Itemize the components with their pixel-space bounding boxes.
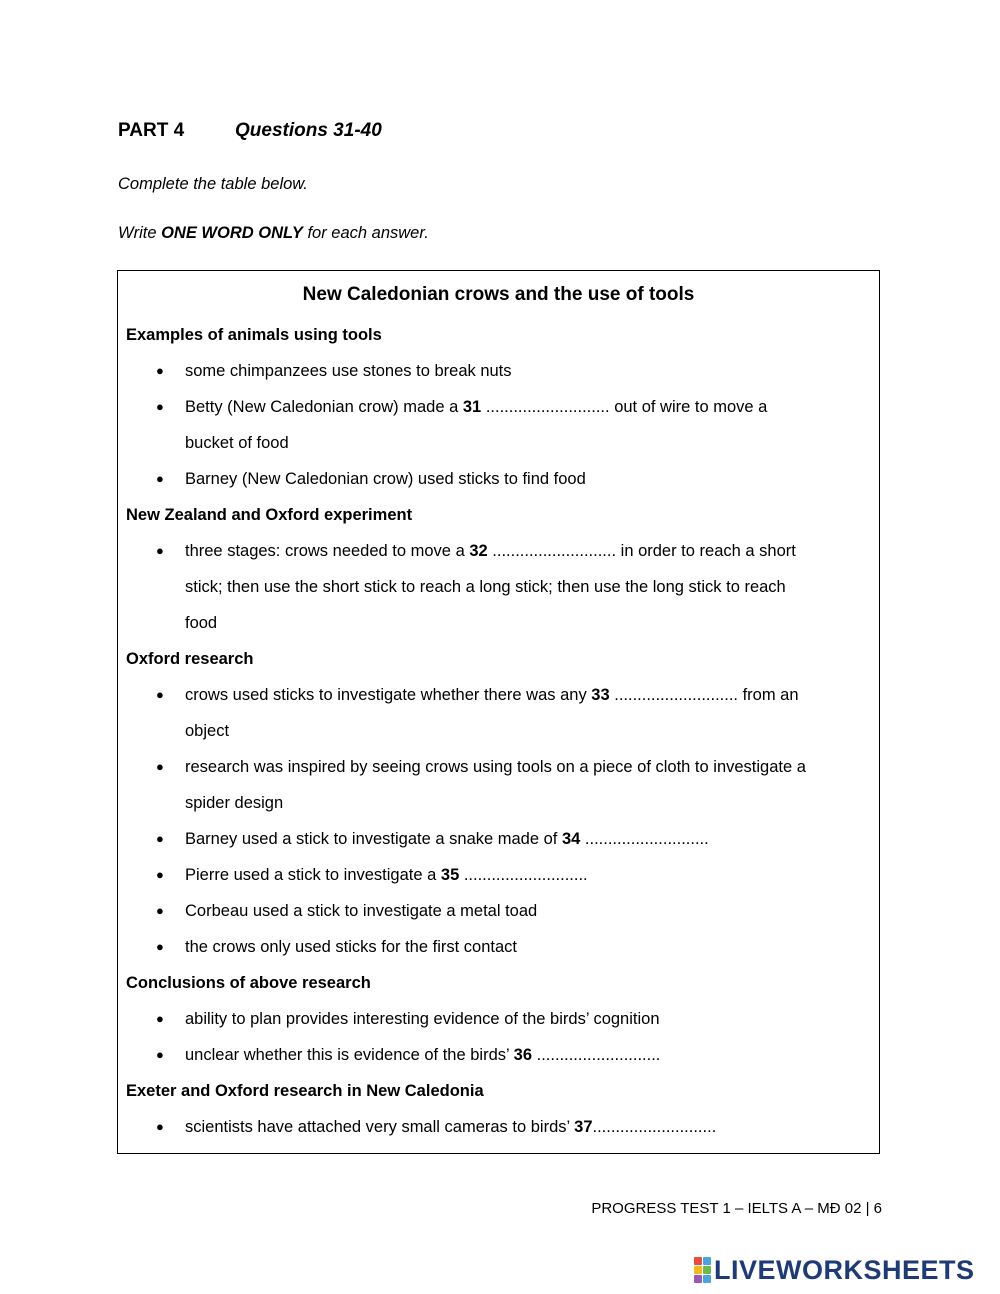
bullet-icon: ●: [156, 687, 164, 702]
section-heading: Examples of animals using tools: [126, 326, 382, 344]
logo-block: [703, 1257, 711, 1265]
section-heading: Conclusions of above research: [126, 974, 371, 992]
answer-blank-35[interactable]: ...........................: [463, 866, 588, 884]
part-label: PART 4: [118, 120, 185, 141]
answer-blank-33[interactable]: ...........................: [614, 686, 739, 704]
list-item: scientists have attached very small cameras to birds’ 37...........................: [185, 1118, 717, 1136]
answer-blank-32[interactable]: ...........................: [492, 542, 617, 560]
bullet-icon: ●: [156, 471, 164, 486]
logo-block: [694, 1266, 702, 1274]
list-item: ability to plan provides interesting evidence of the birds’ cognition: [185, 1010, 660, 1028]
table-title: New Caledonian crows and the use of tools: [302, 284, 695, 305]
list-item: Corbeau used a stick to investigate a metal toad: [185, 902, 538, 920]
answer-blank-34[interactable]: ...........................: [584, 830, 709, 848]
notes-table: [117, 270, 880, 1154]
bullet-icon: ●: [156, 399, 164, 414]
list-item: Betty (New Caledonian crow) made a 31 ........................... out of wire to move a: [185, 398, 768, 416]
logo-blocks-icon: [694, 1257, 711, 1283]
section-heading: New Zealand and Oxford experiment: [126, 506, 413, 524]
bullet-icon: ●: [156, 903, 164, 918]
bullet-icon: ●: [156, 1119, 164, 1134]
logo-block: [703, 1266, 711, 1274]
section-heading: Exeter and Oxford research in New Caledonia: [126, 1082, 484, 1100]
list-item-continuation: spider design: [185, 794, 284, 812]
page-footer: PROGRESS TEST 1 – IELTS A – MĐ 02 | 6: [591, 1200, 882, 1217]
instruction-complete-table: Complete the table below.: [118, 175, 308, 193]
question-number: 36: [513, 1046, 533, 1064]
list-item: Barney used a stick to investigate a snake made of 34 ...........................: [185, 830, 709, 848]
answer-blank-37[interactable]: ...........................: [592, 1118, 717, 1136]
list-item: the crows only used sticks for the first contact: [185, 938, 517, 956]
list-item: Pierre used a stick to investigate a 35 ...........................: [185, 866, 588, 884]
question-number: 35: [440, 866, 460, 884]
bullet-icon: ●: [156, 939, 164, 954]
list-item-continuation: object: [185, 722, 230, 740]
liveworksheets-logo: [694, 1254, 975, 1286]
list-item-continuation: stick; then use the short stick to reach a long stick; then use the long stick to reach: [185, 578, 786, 596]
answer-blank-36[interactable]: ...........................: [536, 1046, 661, 1064]
answer-blank-31[interactable]: ...........................: [485, 398, 610, 416]
list-item: research was inspired by seeing crows using tools on a piece of cloth to investigate a: [185, 758, 806, 776]
question-number: 32: [469, 542, 488, 560]
bullet-icon: ●: [156, 1011, 164, 1026]
list-item: some chimpanzees use stones to break nuts: [185, 362, 512, 380]
bullet-icon: ●: [156, 543, 164, 558]
part-heading: [118, 120, 382, 142]
logo-block: [703, 1275, 711, 1283]
list-item: Barney (New Caledonian crow) used sticks to find food: [185, 470, 586, 488]
question-number: 37: [574, 1118, 593, 1136]
questions-range: Questions 31-40: [235, 120, 382, 141]
question-number: 31: [462, 398, 482, 416]
instruction-word-limit: Write ONE WORD ONLY for each answer.: [118, 224, 429, 242]
logo-block: [694, 1257, 702, 1265]
list-item: unclear whether this is evidence of the birds’ 36 ...........................: [185, 1046, 661, 1064]
logo-text: LIVEWORKSHEETS: [714, 1254, 975, 1285]
logo-block: [694, 1275, 702, 1283]
bullet-icon: ●: [156, 759, 164, 774]
question-number: 33: [591, 686, 610, 704]
word-limit-emphasis: ONE WORD ONLY: [161, 224, 303, 242]
section-heading: Oxford research: [126, 650, 254, 668]
question-number: 34: [561, 830, 581, 848]
list-item: three stages: crows needed to move a 32 ........................... in order to reach a short: [185, 542, 796, 560]
list-item-continuation: food: [185, 614, 218, 632]
bullet-icon: ●: [156, 867, 164, 882]
list-item: crows used sticks to investigate whether there was any 33 ........................... from an: [185, 686, 799, 704]
bullet-icon: ●: [156, 831, 164, 846]
bullet-icon: ●: [156, 363, 164, 378]
list-item-continuation: bucket of food: [185, 434, 289, 452]
bullet-icon: ●: [156, 1047, 164, 1062]
